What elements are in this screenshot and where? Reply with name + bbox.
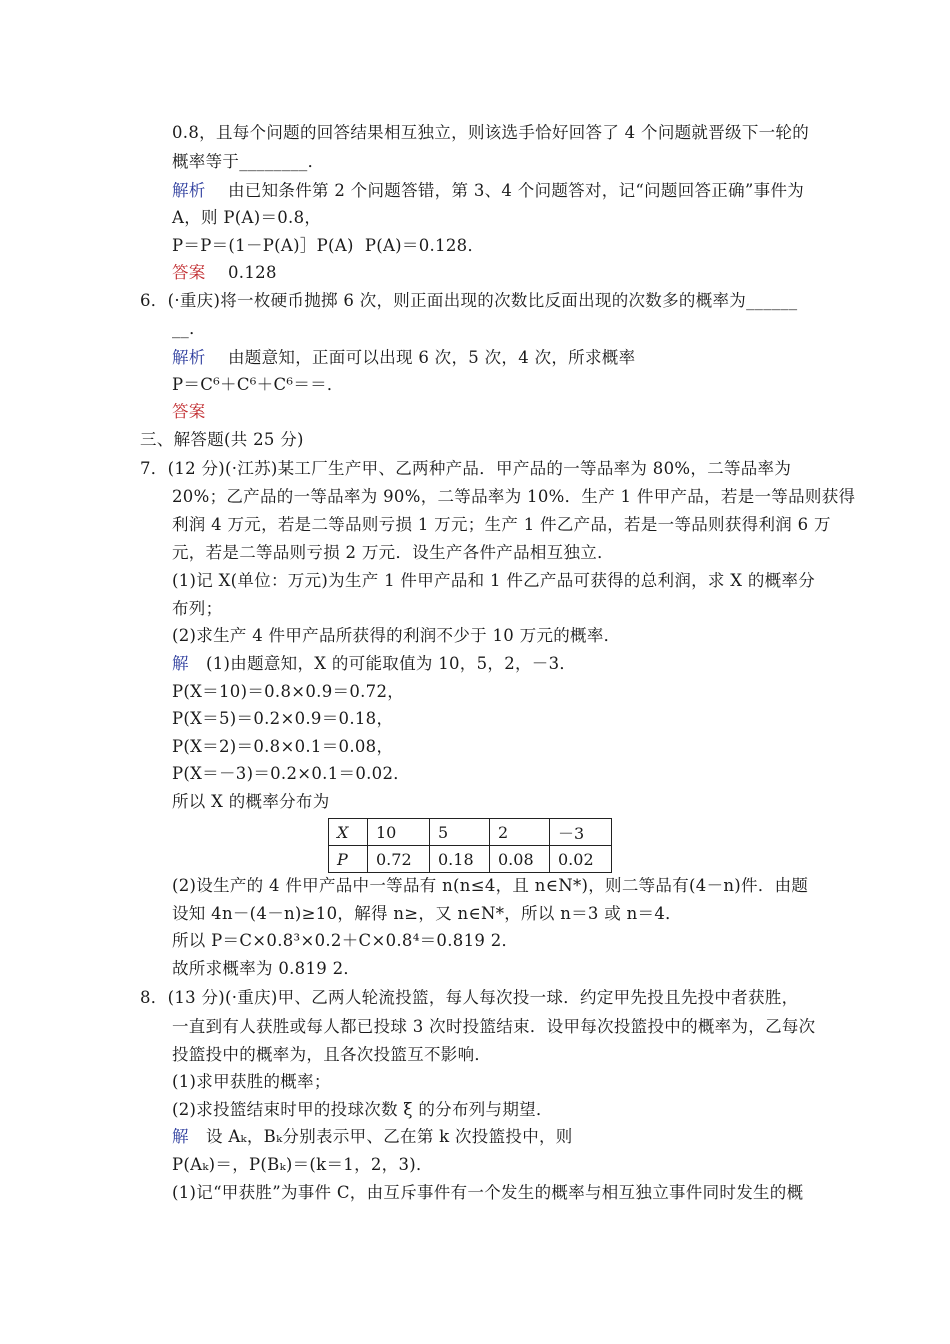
text-line: 故所求概率为 0.819 2． (172, 959, 361, 978)
text-line: P(X＝5)＝0.2×0.9＝0.18， (172, 709, 394, 728)
text-line: P(Aₖ)＝，P(Bₖ)＝(k＝1，2，3)． (172, 1155, 433, 1174)
text-line: 所以 P＝C×0.8³×0.2＋C×0.8⁴＝0.819 2． (172, 931, 519, 950)
text-line: 设知 4n－(4－n)≥10，解得 n≥，又 n∈N*，所以 n＝3 或 n＝4． (172, 904, 682, 923)
answer-value: 0.128 (228, 263, 277, 282)
table-cell: 2 (490, 819, 550, 846)
text-line: 20%；乙产品的一等品率为 90%，二等品率为 10%．生产 1 件甲产品，若是一等品则获得 (172, 487, 856, 506)
text-line: (1)由题意知，X 的可能取值为 10，5，2，－3． (206, 654, 577, 673)
text-line: __． (172, 319, 206, 338)
text-line: P(X＝10)＝0.8×0.9＝0.72， (172, 682, 405, 701)
text-line: 由题意知，正面可以出现 6 次，5 次，4 次，所求概率 (228, 348, 636, 367)
table-cell: 10 (368, 819, 430, 846)
text-line: 概率等于________． (172, 152, 325, 171)
question-6: 6．(·重庆)将一枚硬币抛掷 6 次，则正面出现的次数比反面出现的次数多的概率为______ (140, 291, 798, 310)
text-line: 0.8，且每个问题的回答结果相互独立，则该选手恰好回答了 4 个问题就晋级下一轮的 (172, 123, 810, 142)
text-line: 由已知条件第 2 个问题答错，第 3、4 个问题答对，记“问题回答正确”事件为 (228, 181, 805, 200)
text-line: 投篮投中的概率为，且各次投篮互不影响． (172, 1045, 492, 1064)
table-cell: －3 (550, 819, 612, 846)
table-cell: 0.02 (550, 846, 612, 873)
text-line: 设 Aₖ，Bₖ分别表示甲、乙在第 k 次投篮投中，则 (206, 1127, 573, 1146)
table-cell: 5 (430, 819, 490, 846)
table-cell: 0.18 (430, 846, 490, 873)
text-line: (2)求生产 4 件甲产品所获得的利润不少于 10 万元的概率． (172, 626, 621, 645)
text-line: 元，若是二等品则亏损 2 万元．设生产各件产品相互独立． (172, 543, 614, 562)
section-heading: 三、解答题(共 25 分) (140, 430, 304, 449)
question-8: 8．(13 分)(·重庆)甲、乙两人轮流投篮，每人每次投一球．约定甲先投且先投中者获胜， (140, 988, 799, 1007)
text-line: 所以 X 的概率分布为 (172, 792, 330, 811)
solution-label: 解 (172, 1127, 189, 1146)
text-line: A，则 P(A)＝0.8， (172, 208, 322, 227)
table-cell: 0.72 (368, 846, 430, 873)
text-line: (1)记“甲获胜”为事件 C，由互斥事件有一个发生的概率与相互独立事件同时发生的概 (172, 1183, 804, 1202)
text-line: P＝P＝(1－P(A)］P(A) P(A)＝0.128． (172, 236, 485, 255)
analysis-label (172, 181, 206, 201)
analysis-label-text: 解析 (172, 181, 206, 200)
answer-label: 答案 (172, 263, 206, 282)
text-line: (2)设生产的 4 件甲产品中一等品有 n(n≤4，且 n∈N*)，则二等品有(4－n)件．由题 (172, 876, 809, 895)
table-row (329, 819, 612, 846)
table-cell: X (329, 819, 368, 846)
text-line: P＝C⁶＋C⁶＋C⁶＝＝． (172, 375, 344, 394)
table-cell: 0.08 (490, 846, 550, 873)
distribution-table (328, 818, 612, 873)
question-7: 7．(12 分)(·江苏)某工厂生产甲、乙两种产品．甲产品的一等品率为 80%，二等品率为 (140, 459, 792, 478)
text-line: 布列； (172, 599, 223, 618)
text-line: 利润 4 万元，若是二等品则亏损 1 万元；生产 1 件乙产品，若是一等品则获得利润 6 万 (172, 515, 831, 534)
answer-label: 答案 (172, 402, 206, 421)
text-line: (1)记 X(单位：万元)为生产 1 件甲产品和 1 件乙产品可获得的总利润，求 X 的概率分 (172, 571, 816, 590)
text-line: (1)求甲获胜的概率； (172, 1072, 331, 1091)
text-line: P(X＝2)＝0.8×0.1＝0.08， (172, 737, 394, 756)
text-line: P(X＝－3)＝0.2×0.1＝0.02． (172, 764, 411, 783)
solution-label: 解 (172, 654, 189, 673)
table-row (329, 846, 612, 873)
text-line: 一直到有人获胜或每人都已投球 3 次时投篮结束．设甲每次投篮投中的概率为，乙每次 (172, 1017, 816, 1036)
text-line: (2)求投篮结束时甲的投球次数 ξ 的分布列与期望． (172, 1100, 553, 1119)
analysis-label: 解析 (172, 348, 206, 367)
table-cell: P (329, 846, 368, 873)
